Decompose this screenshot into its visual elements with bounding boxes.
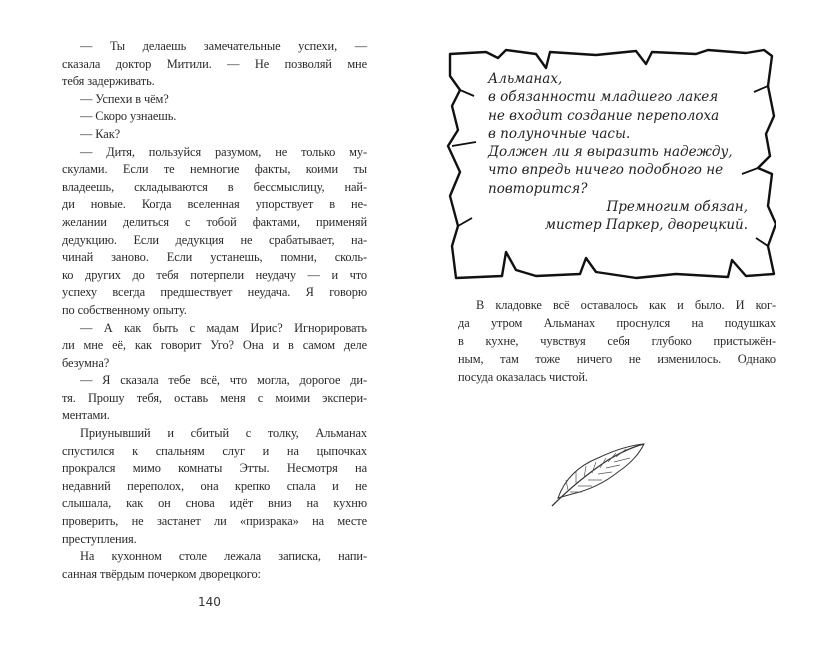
note-line: Должен ли я выразить надежду,	[488, 144, 733, 161]
text-line: по собственному опыту.	[62, 302, 187, 317]
right-page-text	[458, 296, 776, 386]
text-line: дедукцию. Если дедукция не срабатывает, на-	[62, 232, 367, 247]
text-line: скулами. Если те немногие факты, коими ты	[62, 162, 367, 177]
text-line: ли мне её, как говорит Уго? Она и в самом деле	[62, 338, 367, 353]
note-line: в обязанности младшего лакея	[488, 89, 719, 106]
text-line: недавний переполох, она крепко спала и не	[62, 478, 367, 493]
text-line: в кухне, чувствуя себя глубоко пристыжён-	[458, 334, 776, 348]
text-line: прокрался мимо комнаты Этты. Несмотря на	[62, 461, 367, 476]
text-line: — Как?	[80, 126, 121, 141]
feather-illustration	[548, 440, 648, 515]
text-line: В кладовке всё оставалось как и было. И ког-	[476, 298, 776, 312]
note-line: не входит создание переполоха	[488, 107, 720, 124]
text-line: проверить, не застанет ли «призрака» на месте	[62, 514, 367, 529]
text-line: — Ты делаешь замечательные успехи, —	[80, 39, 367, 53]
text-line: безумна?	[62, 355, 110, 370]
text-line: сказала доктор Митили. — Не позволяй мне	[62, 56, 367, 71]
text-line: владеешь, складываются в бессмыслицу, най-	[62, 179, 367, 194]
text-line: ди новые. Когда вселенная упорствует в не-	[62, 197, 367, 212]
text-line: да утром Альманах проснулся на подушках	[458, 316, 776, 330]
note-line: что впредь ничего подобного не	[488, 162, 724, 179]
text-line: спустился к спальням слуг и на цыпочках	[62, 443, 367, 458]
text-line: ментами.	[62, 408, 110, 423]
text-line: На кухонном столе лежала записка, напи-	[80, 549, 367, 564]
text-line: успеху всегда предшествует неудача. Я говорю	[62, 285, 367, 300]
text-line: преступления.	[62, 531, 137, 546]
text-line: тя. Прошу тебя, оставь меня с моими экспери-	[62, 390, 367, 405]
text-line: — Дитя, пользуйся разумом, не только му-	[80, 144, 367, 159]
text-line: — А как быть с мадам Ирис? Игнорировать	[80, 320, 367, 335]
note-line: повторится?	[488, 180, 588, 197]
note-line: мистер Паркер, дворецкий.	[544, 217, 748, 234]
text-line: — Я сказала тебе всё, что могла, дорогое ди-	[80, 373, 367, 388]
text-line: Приунывший и сбитый с толку, Альманах	[80, 426, 367, 441]
note-line: в полуночные часы.	[488, 125, 631, 142]
text-line: ко других до тебя потерпели неудачу — и что	[62, 267, 367, 282]
note-line: Альманах,	[488, 71, 563, 87]
text-line: чинай заново. Если устанешь, помни, сколь-	[62, 250, 367, 265]
text-line: ным, там тоже ничего не изменилось. Однако	[458, 352, 776, 366]
note-line: Премногим обязан,	[606, 199, 748, 216]
left-page-text	[62, 38, 367, 583]
text-line: желании делиться с тобой фактами, применяй	[62, 214, 367, 229]
text-line: тебя задерживать.	[62, 74, 155, 89]
note-text	[488, 70, 748, 235]
handwritten-note	[446, 46, 776, 282]
text-line: — Успехи в чём?	[80, 91, 169, 106]
text-line: — Скоро узнаешь.	[80, 109, 177, 124]
page-number: 140	[198, 595, 221, 609]
text-line: слышала, как он снова идёт вниз на кухню	[62, 496, 367, 511]
text-line: посуда оказалась чистой.	[458, 370, 588, 384]
text-line: санная твёрдым почерком дворецкого:	[62, 566, 261, 581]
